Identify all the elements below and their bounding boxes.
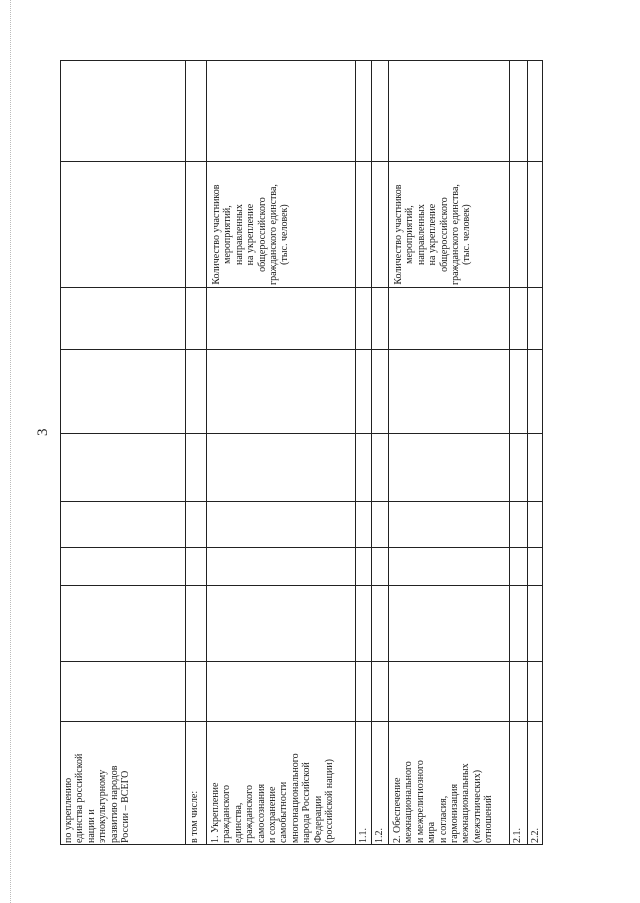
row-divider — [371, 61, 372, 844]
page-number: 3 — [35, 428, 51, 436]
row-divider — [206, 61, 207, 844]
indicator-section-2: Количество участников мероприятий, направленных на укрепление общероссийского гражданского единства, (тыс. человек) — [393, 184, 473, 285]
row-divider — [509, 61, 510, 844]
column-divider — [61, 501, 542, 502]
column-divider — [61, 161, 542, 162]
document-table — [60, 60, 543, 845]
row-name-1-2: 1.2. — [374, 828, 385, 843]
column-divider — [61, 585, 542, 586]
row-name-2-2: 2.2. — [530, 828, 541, 843]
margin-dotted-line — [10, 0, 11, 903]
column-divider — [61, 721, 542, 722]
row-name-section-2: 2. Обеспечение межнационального и межрелигиозного мира и согласия, гармонизация межнациональных (межэтнических) отношений — [392, 760, 495, 843]
row-name-section-1: 1. Укрепление гражданского единства, гражданского самосознания и сохранение самобытности многонационального народа Российской Федерации (российской нации) — [210, 753, 336, 843]
row-divider — [527, 61, 528, 844]
column-divider — [61, 547, 542, 548]
row-divider — [355, 61, 356, 844]
row-name-total: по укреплению единства российской нации и этнокультурному развитию народов России – ВСЕГО — [63, 753, 132, 843]
row-name-1-1: 1.1. — [358, 828, 369, 843]
column-divider — [61, 661, 542, 662]
row-name-2-1: 2.1. — [512, 828, 523, 843]
row-divider — [388, 61, 389, 844]
column-divider — [61, 433, 542, 434]
indicator-section-1: Количество участников мероприятий, направленных на укрепление общероссийского гражданского единства, (тыс. человек) — [211, 184, 291, 285]
row-name-including: в том числе: — [189, 790, 200, 843]
column-divider — [61, 287, 542, 288]
column-divider — [61, 349, 542, 350]
row-divider — [185, 61, 186, 844]
